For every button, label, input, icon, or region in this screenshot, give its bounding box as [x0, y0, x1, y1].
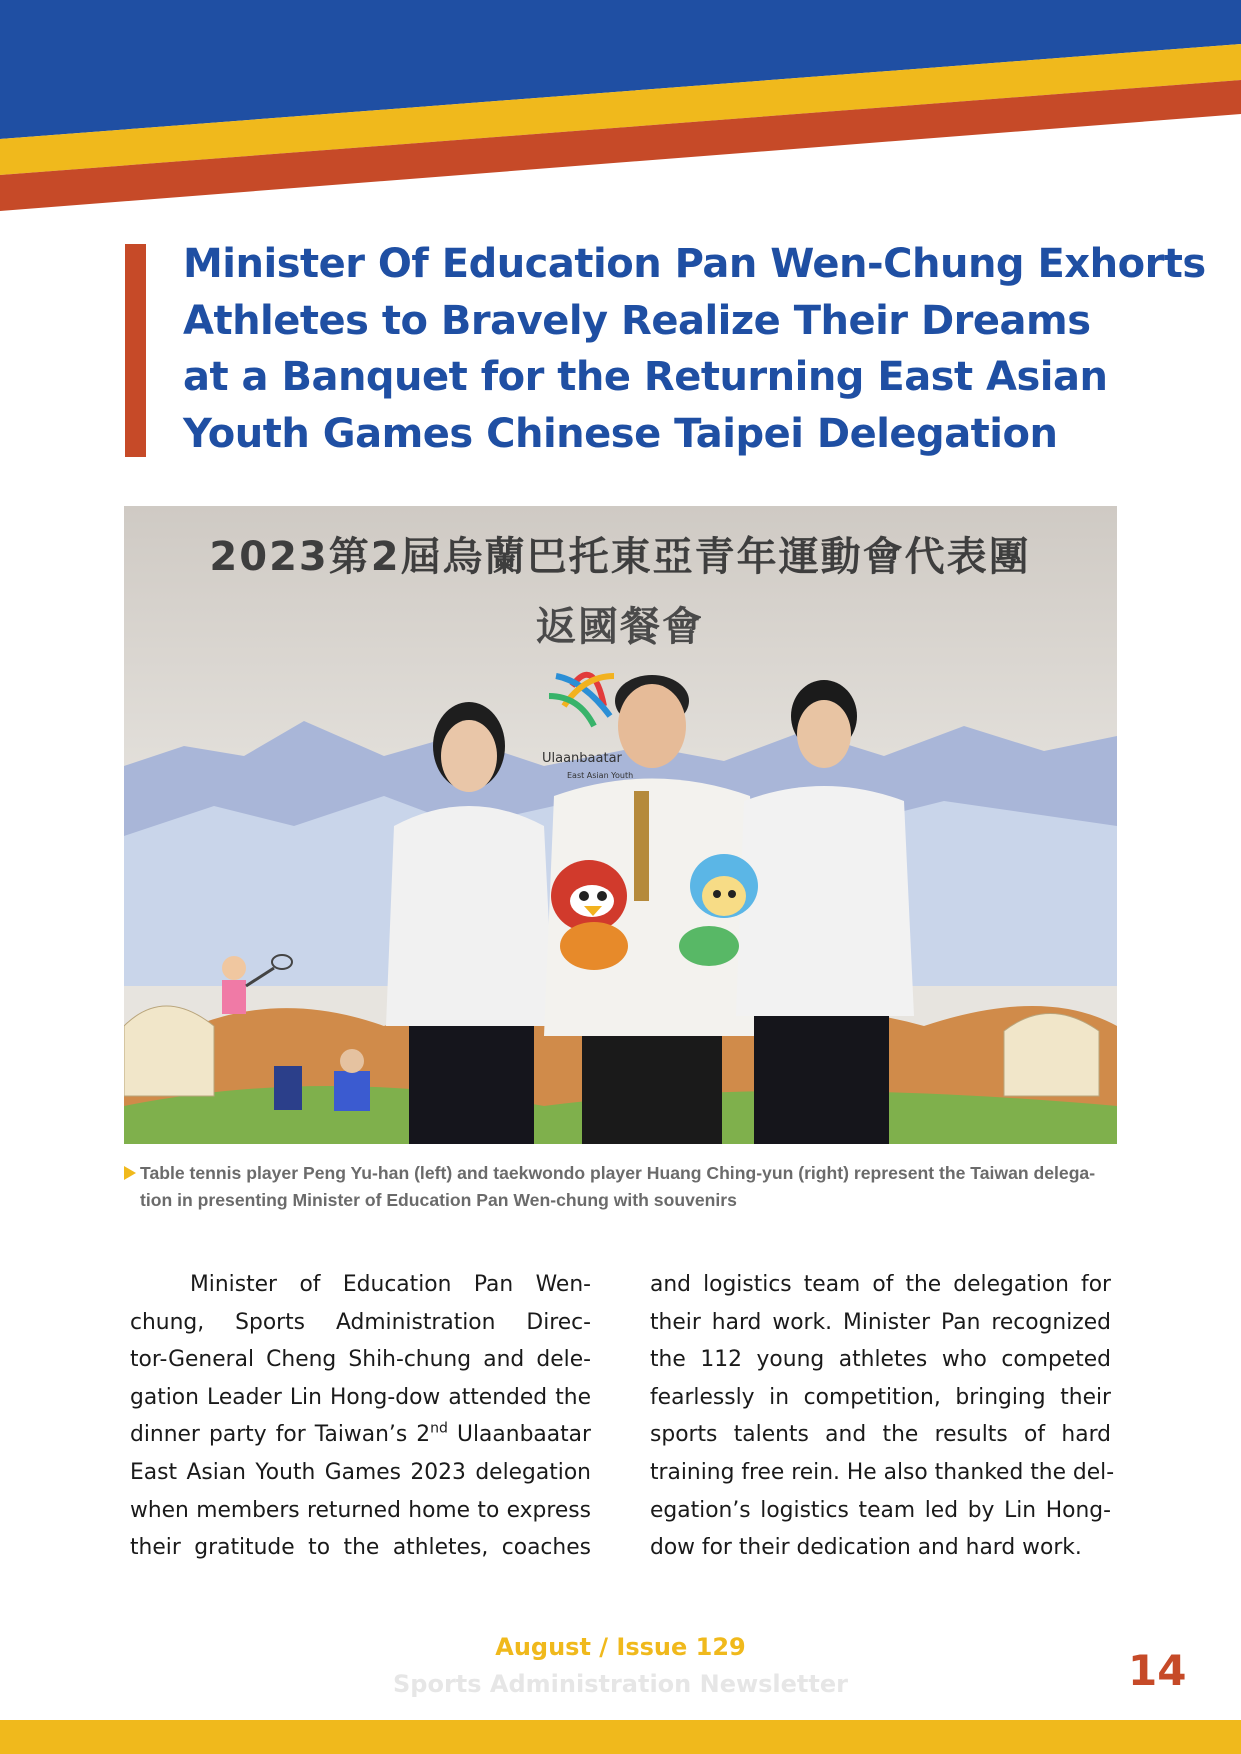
ordinal-suffix: nd — [430, 1421, 448, 1438]
backdrop-chinese-title: 2023第2屆烏蘭巴托東亞青年運動會代表團 — [209, 534, 1031, 580]
body-text: Ulaanbaatar — [447, 1422, 591, 1448]
caption-arrow-icon — [124, 1166, 136, 1180]
body-line: fearlessly in competition, bringing their — [650, 1384, 1111, 1410]
body-column-right — [650, 1266, 1115, 1567]
mascot-plush-red — [551, 860, 628, 970]
body-line: egation’s logistics team led by Lin Hong- — [650, 1497, 1111, 1523]
body-line: when members returned home to express — [130, 1497, 591, 1523]
title-accent-bar — [125, 244, 146, 457]
body-text: dinner party for Taiwan’s 2 — [130, 1422, 431, 1448]
body-line: gation Leader Lin Hong-dow attended the — [130, 1384, 591, 1410]
title-line: Minister Of Education Pan Wen-Chung Exhorts — [183, 241, 1206, 287]
title-line: Athletes to Bravely Realize Their Dreams — [183, 297, 1091, 344]
body-line: the 112 young athletes who competed — [650, 1347, 1111, 1373]
caption-line: tion in presenting Minister of Education Pan Wen-chung with souvenirs — [140, 1190, 737, 1210]
body-line: dow for their dedication and hard work. — [650, 1535, 1082, 1561]
body-line — [130, 1416, 591, 1454]
body-line: East Asian Youth Games 2023 delegation — [130, 1459, 591, 1485]
logo-text: Ulaanbaatar — [542, 751, 622, 766]
footer-newsletter-name: Sports Administration Newsletter — [392, 1670, 848, 1698]
footer-bar — [0, 1720, 1241, 1754]
footer-issue: August / Issue 129 — [495, 1633, 746, 1661]
body-line: their hard work. Minister Pan recognized — [650, 1309, 1111, 1335]
page-number: 14 — [1128, 1646, 1187, 1695]
body-line: sports talents and the results of hard — [650, 1422, 1111, 1448]
photo-caption — [124, 1160, 1117, 1214]
body-line: tor-General Cheng Shih-chung and dele- — [130, 1347, 591, 1373]
title-line: at a Banquet for the Returning East Asian — [183, 354, 1108, 400]
article-title — [183, 236, 1206, 462]
caption-line: Table tennis player Peng Yu-han (left) and taekwondo player Huang Ching-yun (right) represent the Taiwan delega- — [140, 1163, 1096, 1183]
body-line: Minister of Education Pan Wen- — [190, 1272, 591, 1297]
header-banner — [0, 0, 1241, 220]
body-column-left — [130, 1266, 591, 1567]
article-photo — [124, 506, 1117, 1144]
body-line: training free rein. He also thanked the del- — [650, 1459, 1115, 1485]
body-line: and logistics team of the delegation for — [650, 1272, 1111, 1297]
body-line: chung, Sports Administration Direc- — [130, 1309, 591, 1335]
logo-subtext: East Asian Youth — [567, 771, 634, 780]
body-line: their gratitude to the athletes, coaches — [130, 1535, 591, 1561]
title-line: Youth Games Chinese Taipei Delegation — [183, 410, 1058, 457]
backdrop-chinese-subtitle: 返國餐會 — [536, 604, 704, 650]
